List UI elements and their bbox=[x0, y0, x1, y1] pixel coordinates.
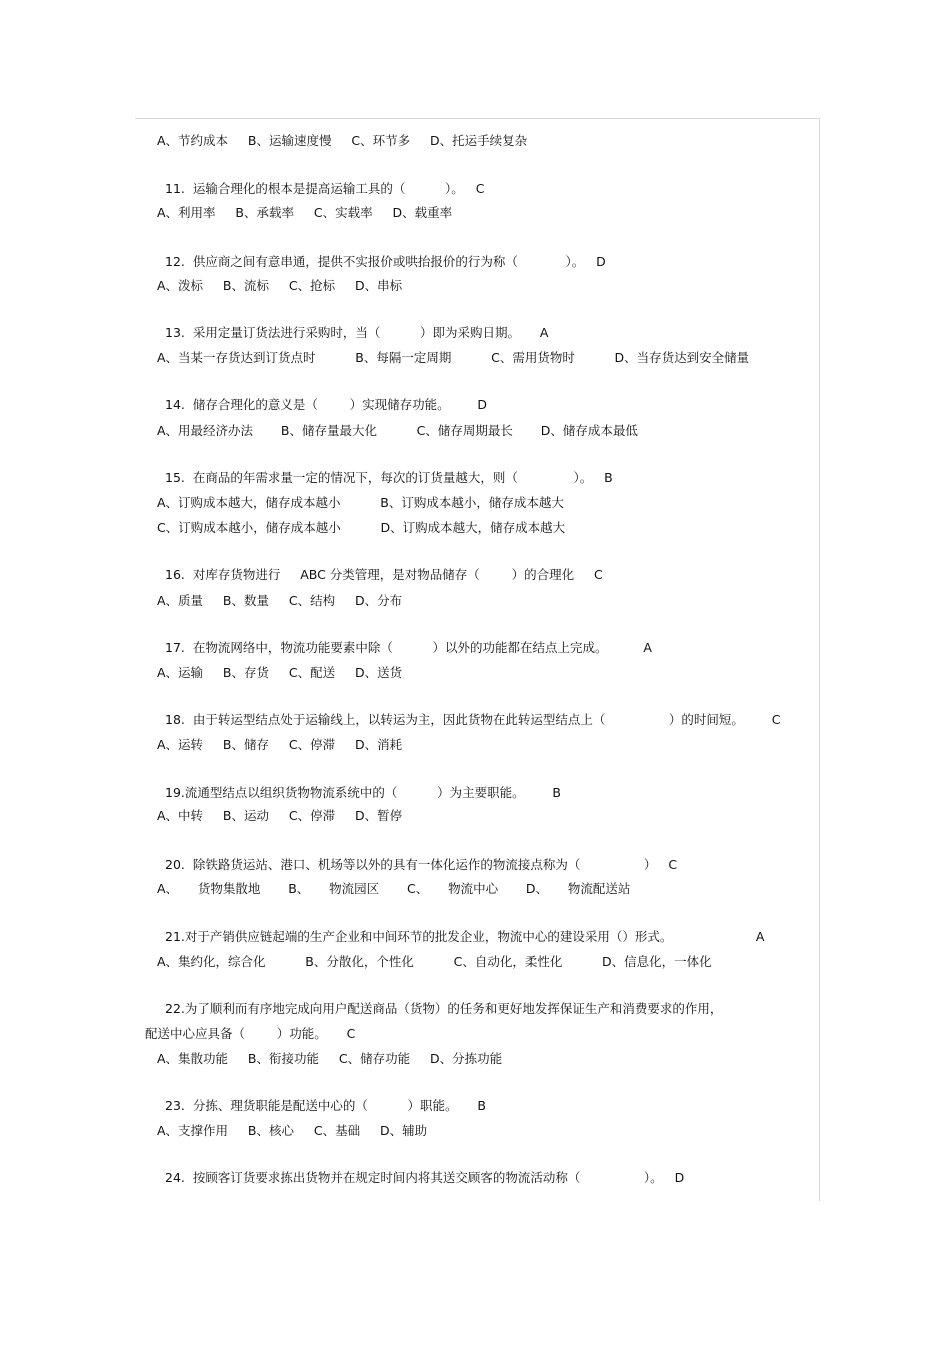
options-15-a: A、订购成本越大，储存成本越小 B、订购成本越小，储存成本越大 bbox=[157, 495, 564, 510]
options-14: A、用最经济办法 B、储存量最大化 C、储存周期最长 D、储存成本最低 bbox=[157, 423, 638, 438]
question-18: 18. 由于转运型结点处于运输线上，以转运为主，因此货物在此转运型结点上（ ）的时间短。 C bbox=[165, 712, 781, 727]
options-19: A、中转 B、运动 C、停滞 D、暂停 bbox=[157, 808, 403, 823]
question-17: 17. 在物流网络中，物流功能要素中除（ ）以外的功能都在结点上完成。 A bbox=[165, 640, 652, 655]
question-12: 12. 供应商之间有意串通，提供不实报价或哄抬报价的行为称（ ）。 D bbox=[165, 254, 606, 269]
options-11: A、利用率 B、承载率 C、实载率 D、载重率 bbox=[157, 205, 453, 220]
question-15: 15. 在商品的年需求量一定的情况下，每次的订货量越大，则（ ）。 B bbox=[165, 470, 613, 485]
question-22-line-1: 22.为了顺利而有序地完成向用户配送商品（货物）的任务和更好地发挥保证生产和消费要求的作用， bbox=[165, 1001, 723, 1016]
options-22: A、集散功能 B、衔接功能 C、储存功能 D、分拣功能 bbox=[157, 1051, 503, 1066]
question-22-line-2: 配送中心应具备（ ）功能。 C bbox=[145, 1026, 356, 1041]
question-19: 19.流通型结点以组织货物物流系统中的（ ）为主要职能。 B bbox=[165, 785, 562, 800]
options-21: A、集约化，综合化 B、分散化，个性化 C、自动化，柔性化 D、信息化，一体化 bbox=[157, 954, 712, 969]
question-23: 23. 分拣、理货职能是配送中心的（ ）职能。 B bbox=[165, 1098, 487, 1113]
question-21: 21.对于产销供应链起端的生产企业和中间环节的批发企业，物流中心的建设采用（）形式。 A bbox=[165, 929, 765, 944]
options-18: A、运转 B、储存 C、停滞 D、消耗 bbox=[157, 737, 403, 752]
options-23: A、支撑作用 B、核心 C、基础 D、辅助 bbox=[157, 1123, 428, 1138]
options-12: A、泼标 B、流标 C、抢标 D、串标 bbox=[157, 278, 403, 293]
options-17: A、运输 B、存货 C、配送 D、送货 bbox=[157, 665, 403, 680]
options-20: A、 货物集散地 B、 物流园区 C、 物流中心 D、 物流配送站 bbox=[157, 881, 631, 896]
options-15-b: C、订购成本越小，储存成本越小 D、订购成本越大，储存成本越大 bbox=[157, 520, 566, 535]
question-14: 14. 储存合理化的意义是（ ）实现储存功能。 D bbox=[165, 397, 488, 412]
question-13: 13. 采用定量订货法进行采购时，当（ ）即为采购日期。 A bbox=[165, 325, 549, 340]
question-24: 24. 按顾客订货要求拣出货物并在规定时间内将其送交顾客的物流活动称（ ）。 D bbox=[165, 1170, 685, 1185]
question-11: 11. 运输合理化的根本是提高运输工具的（ ）。 C bbox=[165, 181, 485, 196]
options-13: A、当某一存货达到订货点时 B、每隔一定周期 C、需用货物时 D、当存货达到安全储量 bbox=[157, 350, 750, 365]
question-20: 20. 除铁路货运站、港口、机场等以外的具有一体化运作的物流接点称为（ ） C bbox=[165, 857, 678, 872]
question-16: 16. 对库存货物进行 ABC 分类管理，是对物品储存（ ）的合理化 C bbox=[165, 567, 603, 582]
options-line: A、节约成本 B、运输速度慢 C、环节多 D、托运手续复杂 bbox=[157, 133, 528, 148]
options-16: A、质量 B、数量 C、结构 D、分布 bbox=[157, 593, 403, 608]
